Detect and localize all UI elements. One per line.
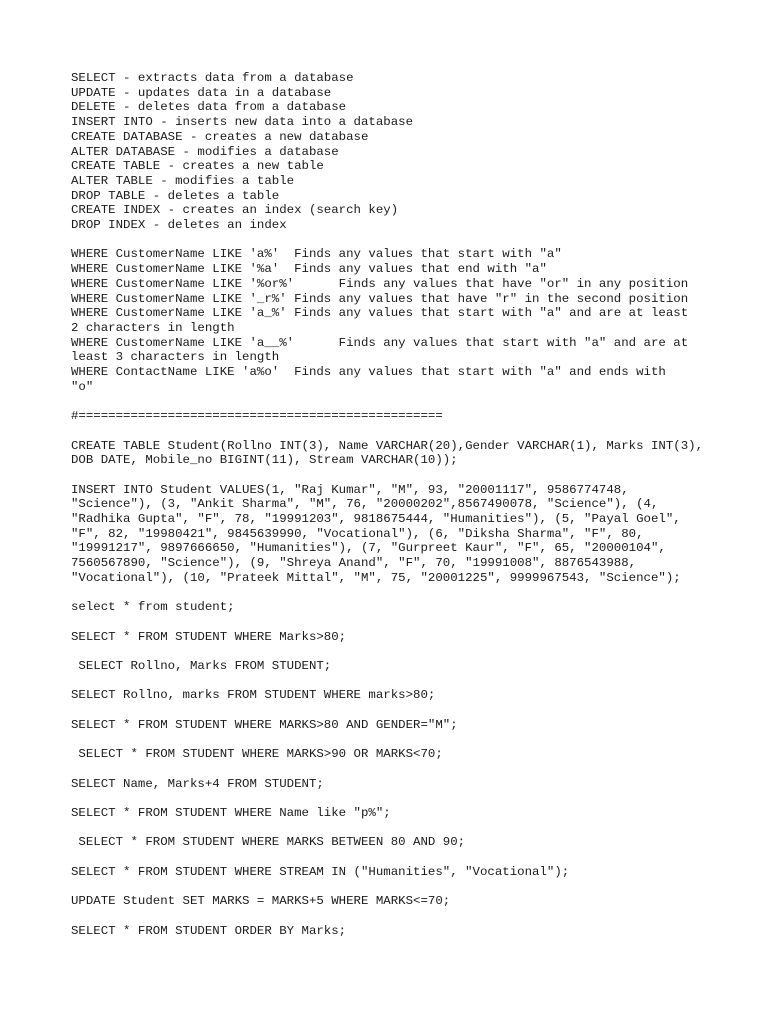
like-example-line: least 3 characters in length [71,350,280,365]
like-examples [71,247,711,394]
query-line: SELECT * FROM STUDENT WHERE MARKS>80 AND GENDER="M"; [71,717,458,732]
query-list [71,600,711,938]
command-line: SELECT - extracts data from a database [71,71,354,85]
command-line: ALTER DATABASE - modifies a database [71,144,339,159]
command-line: INSERT INTO - inserts new data into a database [71,115,414,130]
like-example-line: "o" [71,379,94,394]
command-line: DROP INDEX - deletes an index [71,218,287,233]
query-line: SELECT Rollno, Marks FROM STUDENT; [71,659,332,674]
query-line: SELECT * FROM STUDENT WHERE MARKS>90 OR MARKS<70; [71,747,443,762]
command-line: CREATE DATABASE - creates a new database [71,129,369,144]
query-line: SELECT * FROM STUDENT ORDER BY Marks; [71,923,347,938]
like-example-line: 2 characters in length [71,320,235,335]
command-line: CREATE TABLE - creates a new table [71,159,324,174]
query-line: UPDATE Student SET MARKS = MARKS+5 WHERE MARKS<=70; [71,894,451,909]
like-example-line: WHERE CustomerName LIKE 'a_%' Finds any values that start with "a" and are at least [71,306,689,321]
document-page [71,71,711,938]
like-example-line: WHERE CustomerName LIKE '_r%' Finds any values that have "r" in the second position [71,291,689,306]
create-table-statement: CREATE TABLE Student(Rollno INT(3), Name VARCHAR(20),Gender VARCHAR(1), Marks INT(3), DOB DATE, Mobile_no BIGINT(11), Stream VARCHAR(10)); [71,438,711,468]
query-line: SELECT * FROM STUDENT WHERE Name like "p%"; [71,805,391,820]
command-line: DROP TABLE - deletes a table [71,188,280,203]
command-line: DELETE - deletes data from a database [71,100,347,115]
query-line: SELECT Name, Marks+4 FROM STUDENT; [71,776,324,791]
like-example-line: WHERE CustomerName LIKE '%or%' Finds any values that have "or" in any position [71,276,689,291]
command-line: UPDATE - updates data in a database [71,85,332,100]
like-example-line: WHERE ContactName LIKE 'a%o' Finds any values that start with "a" and ends with [71,365,666,380]
separator-line: #================================================= [71,409,443,424]
query-line: SELECT Rollno, marks FROM STUDENT WHERE marks>80; [71,688,436,703]
command-line: CREATE INDEX - creates an index (search key) [71,203,399,218]
query-line: SELECT * FROM STUDENT WHERE MARKS BETWEEN 80 AND 90; [71,835,466,850]
command-line: ALTER TABLE - modifies a table [71,173,295,188]
like-example-line: WHERE CustomerName LIKE 'a__%' Finds any values that start with "a" and are at [71,335,689,350]
commands-list [71,71,711,233]
like-example-line: WHERE CustomerName LIKE 'a%' Finds any values that start with "a" [71,247,562,262]
query-line: SELECT * FROM STUDENT WHERE Marks>80; [71,629,347,644]
like-example-line: WHERE CustomerName LIKE '%a' Finds any values that end with "a" [71,262,547,277]
insert-into-statement: INSERT INTO Student VALUES(1, "Raj Kumar", "M", 93, "20001117", 9586774748, "Science"), (3, "Ankit Sharma", "M", 76, "20000202",8567490078, "Science"), (4, "Radhika Gupta", "F", 78, "19991203", 9818675444, "Humanities"), (5, "Payal Goel", "F", 82, "19980421", 9845639990, "Vocational"), (6, "Diksha Sharma", "F", 80, "19991217", 9897666650, "Humanities"), (7, "Gurpreet Kaur", "F", 65, "20000104", 7560567890, "Science"), (9, "Shreya Anand", "F", 70, "19991008", 8876543988, "Vocational"), (10, "Prateek Mittal", "M", 75, "20001225", 9999967543, "Science"); [71,482,689,585]
query-line: SELECT * FROM STUDENT WHERE STREAM IN ("Humanities", "Vocational"); [71,864,570,879]
query-line: select * from student; [71,600,235,615]
